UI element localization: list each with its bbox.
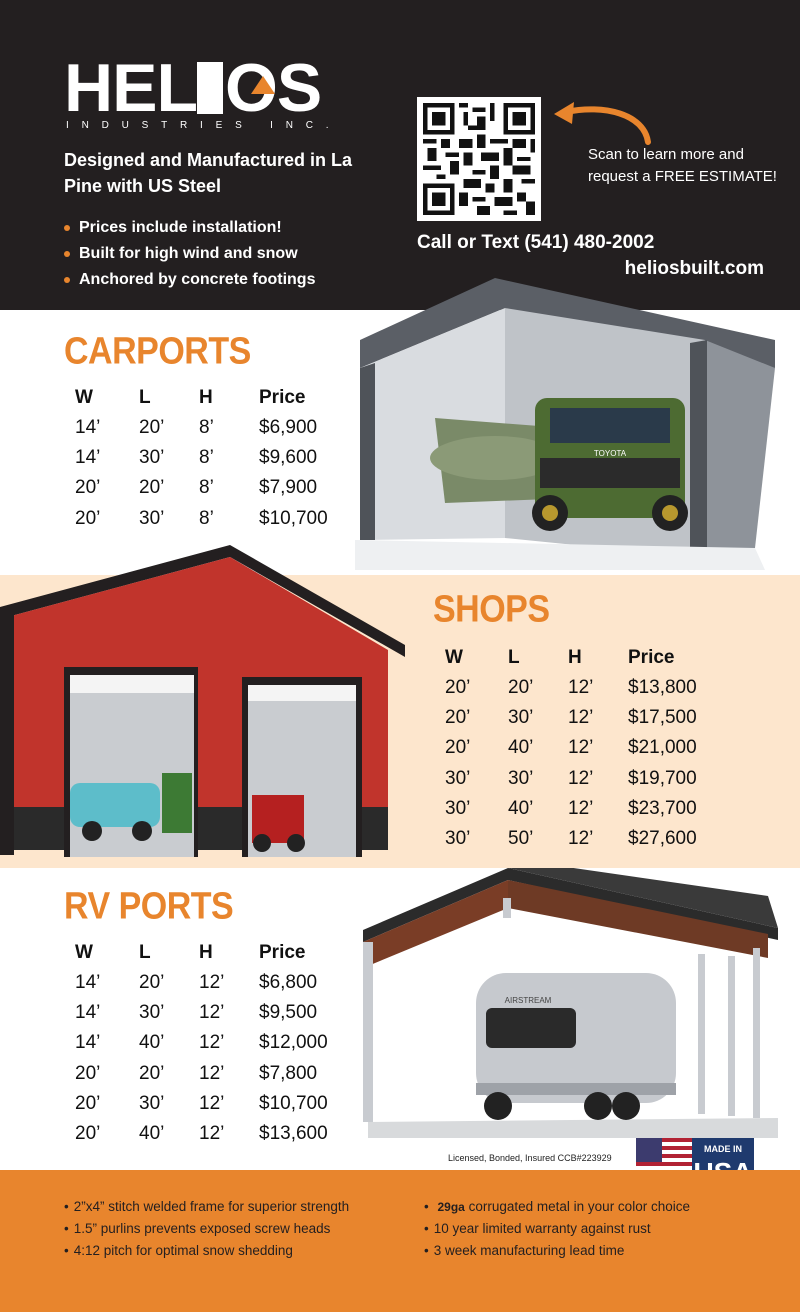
- col-l: L: [139, 387, 151, 408]
- feature-item: • 4:12 pitch for optimal snow shedding: [64, 1240, 349, 1262]
- trailer-label: AIRSTREAM: [504, 996, 552, 1005]
- table-row: 20’ 30’ 12’ $17,500: [445, 707, 697, 729]
- table-row: 14’ 20’ 12’ $6,800: [75, 972, 318, 994]
- table-header-row: [75, 383, 369, 413]
- table-header-row: [445, 643, 738, 673]
- table-row: 20’ 20’ 8’ $7,900: [75, 477, 318, 499]
- qr-code-icon[interactable]: [417, 97, 541, 221]
- shops-title: SHOPS: [433, 588, 550, 631]
- header-bullets: [64, 215, 315, 293]
- logo-triangle-icon: [251, 76, 275, 94]
- col-l: L: [139, 942, 151, 963]
- header-bullet: Anchored by concrete footings: [64, 267, 315, 293]
- col-w: W: [445, 647, 463, 668]
- feature-item: • 3 week manufacturing lead time: [424, 1240, 690, 1262]
- feature-item: • 10 year limited warranty against rust: [424, 1218, 690, 1240]
- made-in-text: MADE IN: [704, 1144, 742, 1154]
- table-row: 20’ 30’ 12’ $10,700: [75, 1092, 328, 1114]
- rvports-title: RV PORTS: [64, 885, 234, 928]
- col-h: H: [199, 942, 213, 963]
- col-price: Price: [259, 387, 306, 408]
- header-bullet: Prices include installation!: [64, 215, 315, 241]
- website-link[interactable]: heliosbuilt.com: [624, 258, 764, 279]
- feature-item: • 1.5” purlins prevents exposed screw heads: [64, 1218, 349, 1240]
- col-h: H: [568, 647, 582, 668]
- helios-logo: [64, 50, 374, 138]
- table-row: 14’ 40’ 12’ $12,000: [75, 1032, 328, 1054]
- tagline: Designed and Manufactured in La Pine with US Steel: [64, 150, 353, 196]
- col-w: W: [75, 942, 93, 963]
- table-row: 20’ 30’ 8’ $10,700: [75, 507, 328, 529]
- col-price: Price: [628, 647, 675, 668]
- table-row: 20’ 20’ 12’ $13,800: [445, 677, 697, 699]
- shop-image: [0, 545, 410, 857]
- carports-price-table: [75, 383, 369, 534]
- col-l: L: [508, 647, 520, 668]
- phone-number[interactable]: Call or Text (541) 480-2002: [417, 232, 655, 253]
- table-row: 30’ 50’ 12’ $27,600: [445, 828, 697, 850]
- table-row: 30’ 30’ 12’ $19,700: [445, 767, 697, 789]
- truck-plate: TOYOTA: [593, 449, 627, 458]
- footer-features-left: [64, 1196, 349, 1262]
- table-row: 14’ 30’ 12’ $9,500: [75, 1002, 318, 1024]
- feature-item: • 2”x4” stitch welded frame for superior strength: [64, 1196, 349, 1218]
- logo-subtitle: INDUSTRIES INC.: [66, 120, 342, 131]
- table-row: 20’ 40’ 12’ $13,600: [75, 1123, 328, 1145]
- table-row: 30’ 40’ 12’ $23,700: [445, 797, 697, 819]
- license-info: Licensed, Bonded, Insured CCB#223929: [448, 1153, 612, 1163]
- table-row: 20’ 40’ 12’ $21,000: [445, 737, 697, 759]
- col-w: W: [75, 387, 93, 408]
- logo-wordmark: HEL OS: [64, 50, 322, 126]
- table-row: 14’ 20’ 8’ $6,900: [75, 417, 318, 439]
- col-price: Price: [259, 942, 306, 963]
- curved-arrow-icon: [548, 100, 656, 148]
- table-header-row: [75, 938, 369, 968]
- header-bullet: Built for high wind and snow: [64, 241, 315, 267]
- table-row: 14’ 30’ 8’ $9,600: [75, 447, 318, 469]
- footer-features-right: [424, 1196, 690, 1262]
- carports-title: CARPORTS: [64, 330, 251, 373]
- table-row: 20’ 20’ 12’ $7,800: [75, 1062, 318, 1084]
- feature-item: • 29ga corrugated metal in your color choice: [424, 1196, 690, 1218]
- shops-price-table: [445, 643, 738, 854]
- scan-instructions: Scan to learn more and request a FREE ESTIMATE!: [588, 146, 777, 185]
- rvports-price-table: [75, 938, 369, 1149]
- carport-image: [355, 278, 775, 570]
- rvport-image: [358, 868, 778, 1138]
- col-h: H: [199, 387, 213, 408]
